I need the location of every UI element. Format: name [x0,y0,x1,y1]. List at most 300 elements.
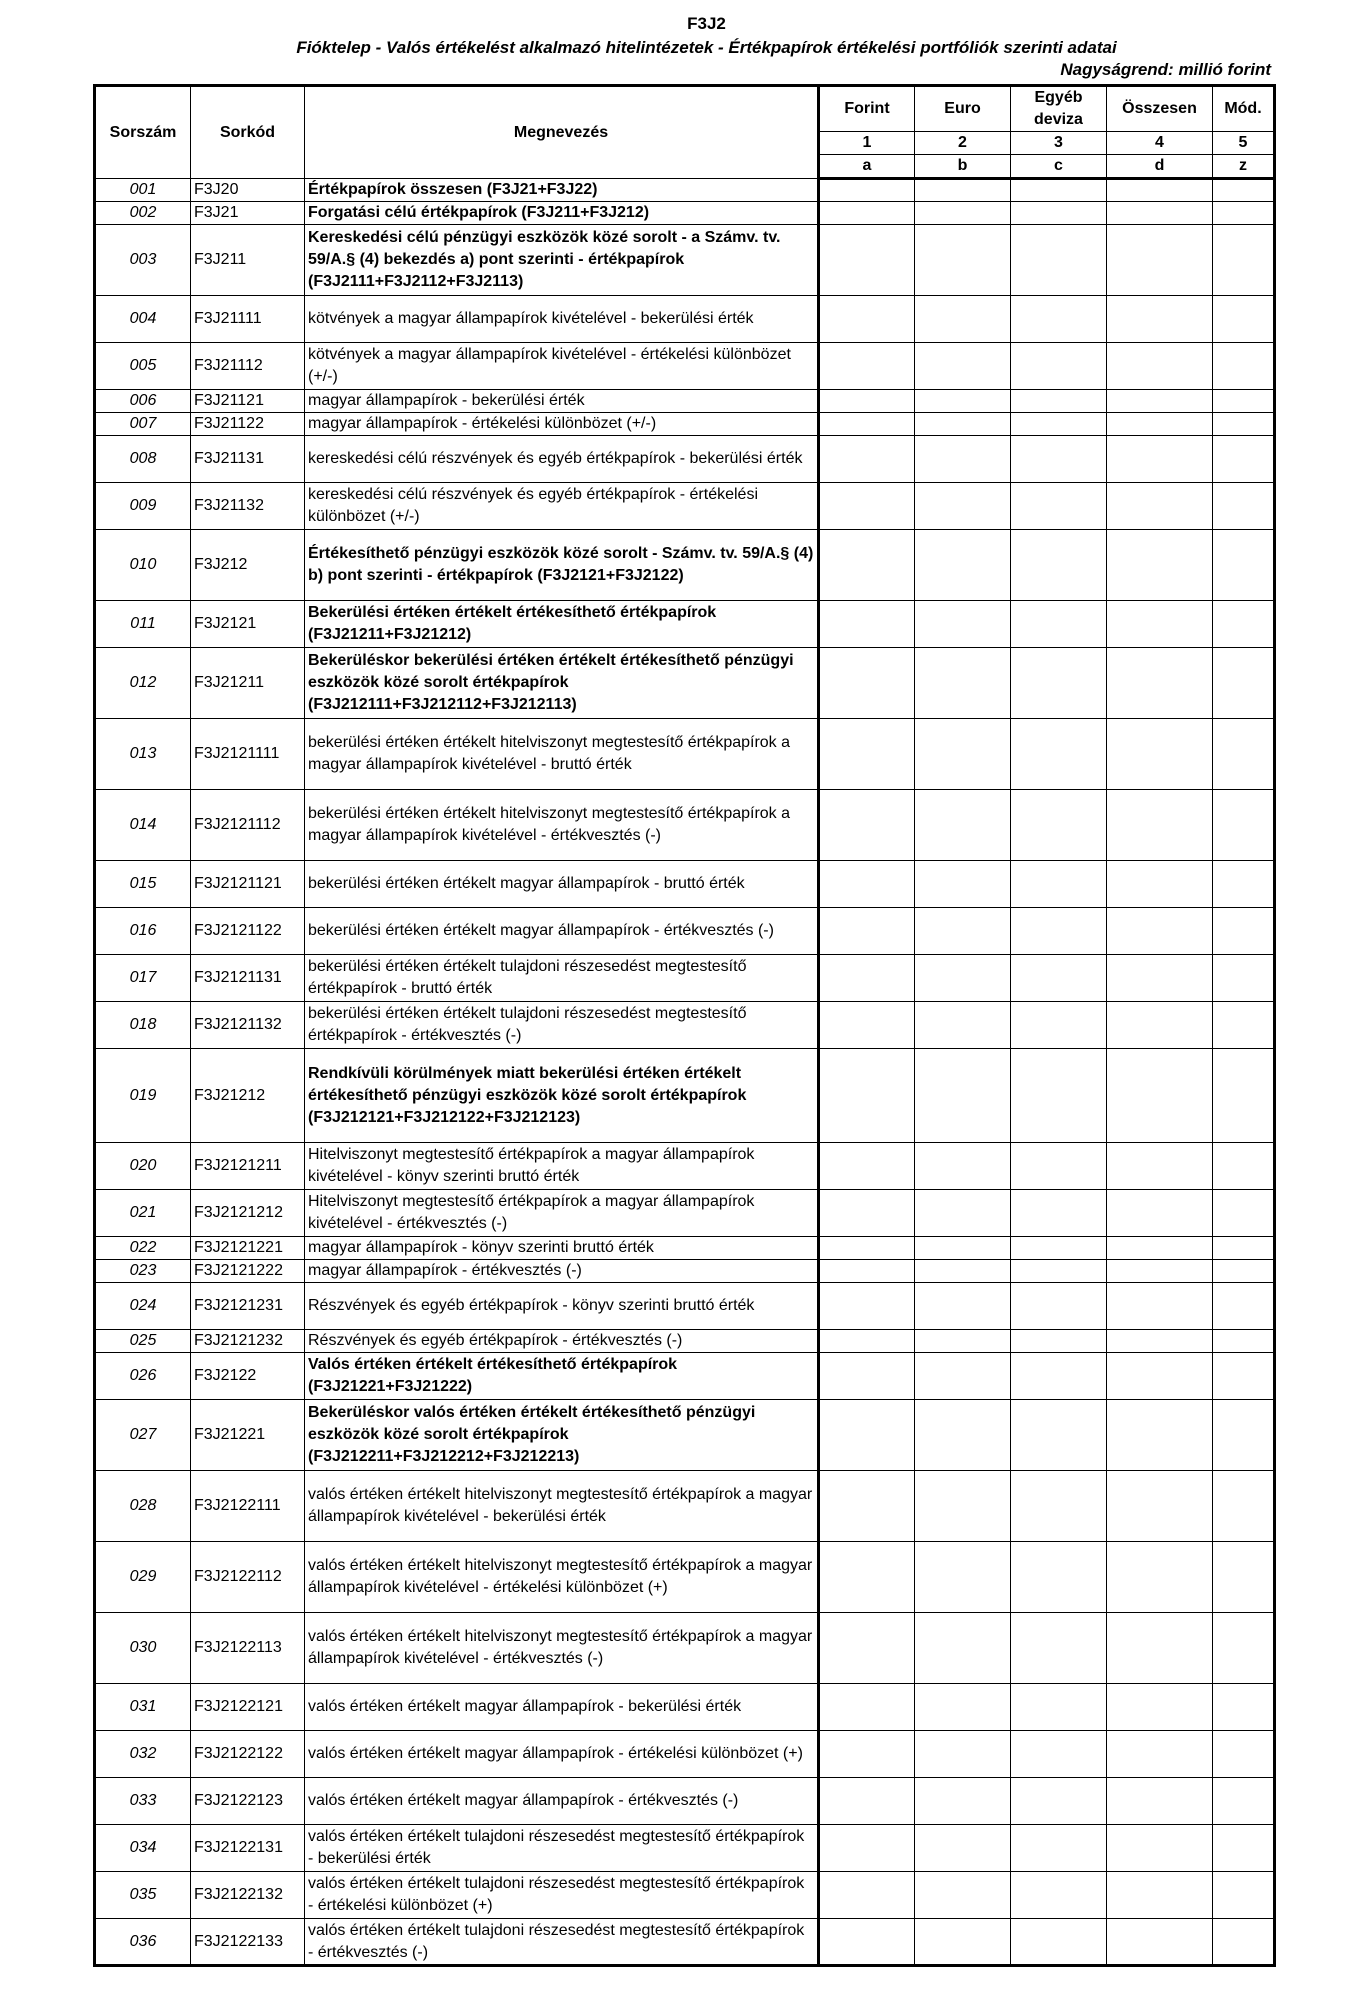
value-cell-mod[interactable] [1213,225,1275,296]
row-description: Bekerüléskor bekerülési értéken értékelt értékesíthető pénzügyi eszközök közé sorolt értékpapírok (F3J212111+F3J212112+F3J212113) [305,648,819,719]
value-cell-egyeb-deviza[interactable] [1011,1684,1107,1731]
col-letter: c [1011,155,1107,179]
value-cell-mod[interactable] [1213,1684,1275,1731]
value-cell-egyeb-deviza[interactable] [1011,1731,1107,1778]
value-cell-forint[interactable] [819,179,915,202]
row-description: valós értéken értékelt hitelviszonyt megtestesítő értékpapírok a magyar állampapírok kivételével - bekerülési érték [305,1471,819,1542]
row-number: 032 [95,1731,191,1778]
row-description: kereskedési célú részvények és egyéb értékpapírok - bekerülési érték [305,436,819,483]
value-cell-forint[interactable] [819,1049,915,1143]
value-cell-euro[interactable] [915,908,1011,955]
row-description: Értékpapírok összesen (F3J21+F3J22) [305,179,819,202]
value-cell-osszesen[interactable] [1107,413,1213,436]
value-cell-mod[interactable] [1213,1237,1275,1260]
table-row [95,648,1275,719]
table-row [95,1283,1275,1330]
value-cell-euro[interactable] [915,1400,1011,1471]
table-row [95,1684,1275,1731]
value-cell-osszesen[interactable] [1107,1330,1213,1353]
table-row [95,1919,1275,1966]
value-cell-forint[interactable] [819,719,915,790]
value-cell-osszesen[interactable] [1107,1872,1213,1919]
value-cell-forint[interactable] [819,343,915,390]
value-cell-egyeb-deviza[interactable] [1011,413,1107,436]
value-cell-forint[interactable] [819,1330,915,1353]
value-cell-euro[interactable] [915,1684,1011,1731]
row-number: 014 [95,790,191,861]
row-description: valós értéken értékelt tulajdoni részesedést megtestesítő értékpapírok - értékelési különbözet (+) [305,1872,819,1919]
col-number: 1 [819,132,915,155]
value-cell-osszesen[interactable] [1107,1400,1213,1471]
row-number: 015 [95,861,191,908]
table-row [95,908,1275,955]
value-cell-forint[interactable] [819,296,915,343]
value-cell-mod[interactable] [1213,719,1275,790]
row-description: kötvények a magyar állampapírok kivételével - bekerülési érték [305,296,819,343]
row-code: F3J2122111 [191,1471,305,1542]
value-cell-euro[interactable] [915,790,1011,861]
table-row [95,1613,1275,1684]
value-cell-euro[interactable] [915,1330,1011,1353]
table-row [95,1400,1275,1471]
row-code: F3J2121121 [191,861,305,908]
value-cell-egyeb-deviza[interactable] [1011,1919,1107,1966]
value-cell-forint[interactable] [819,1542,915,1613]
row-number: 006 [95,390,191,413]
value-cell-osszesen[interactable] [1107,202,1213,225]
row-description: kereskedési célú részvények és egyéb értékpapírok - értékelési különbözet (+/-) [305,483,819,530]
value-cell-euro[interactable] [915,1190,1011,1237]
col-number: 4 [1107,132,1213,155]
value-cell-euro[interactable] [915,179,1011,202]
value-cell-forint[interactable] [819,908,915,955]
value-cell-euro[interactable] [915,1542,1011,1613]
value-cell-mod[interactable] [1213,601,1275,648]
row-description: Bekerülési értéken értékelt értékesíthető értékpapírok (F3J21211+F3J21212) [305,601,819,648]
row-number: 004 [95,296,191,343]
row-code: F3J21132 [191,483,305,530]
value-cell-egyeb-deviza[interactable] [1011,1002,1107,1049]
value-cell-egyeb-deviza[interactable] [1011,1872,1107,1919]
value-cell-osszesen[interactable] [1107,1260,1213,1283]
value-cell-osszesen[interactable] [1107,343,1213,390]
value-cell-euro[interactable] [915,296,1011,343]
value-cell-euro[interactable] [915,436,1011,483]
row-code: F3J20 [191,179,305,202]
row-number: 002 [95,202,191,225]
row-description: bekerülési értéken értékelt tulajdoni részesedést megtestesítő értékpapírok - értékvesztés (-) [305,1002,819,1049]
value-cell-mod[interactable] [1213,1143,1275,1190]
row-code: F3J2122133 [191,1919,305,1966]
value-cell-osszesen[interactable] [1107,719,1213,790]
col-header-osszesen: Összesen [1107,86,1213,132]
value-cell-osszesen[interactable] [1107,648,1213,719]
table-row [95,483,1275,530]
value-cell-forint[interactable] [819,955,915,1002]
value-cell-osszesen[interactable] [1107,601,1213,648]
value-cell-euro[interactable] [915,1825,1011,1872]
value-cell-egyeb-deviza[interactable] [1011,1190,1107,1237]
row-number: 019 [95,1049,191,1143]
value-cell-euro[interactable] [915,390,1011,413]
row-code: F3J2121211 [191,1143,305,1190]
col-letter: z [1213,155,1275,179]
value-cell-osszesen[interactable] [1107,861,1213,908]
value-cell-mod[interactable] [1213,296,1275,343]
value-cell-forint[interactable] [819,1237,915,1260]
row-number: 033 [95,1778,191,1825]
table-row [95,1330,1275,1353]
value-cell-osszesen[interactable] [1107,1731,1213,1778]
row-code: F3J21131 [191,436,305,483]
value-cell-mod[interactable] [1213,390,1275,413]
row-number: 018 [95,1002,191,1049]
value-cell-mod[interactable] [1213,1471,1275,1542]
value-cell-euro[interactable] [915,530,1011,601]
value-cell-osszesen[interactable] [1107,1542,1213,1613]
row-description: magyar állampapírok - értékelési különbözet (+/-) [305,413,819,436]
value-cell-osszesen[interactable] [1107,1684,1213,1731]
value-cell-osszesen[interactable] [1107,955,1213,1002]
value-cell-egyeb-deviza[interactable] [1011,1237,1107,1260]
col-header-sorkod: Sorkód [191,86,305,179]
value-cell-euro[interactable] [915,413,1011,436]
row-description: valós értéken értékelt tulajdoni részesedést megtestesítő értékpapírok - bekerülési érték [305,1825,819,1872]
value-cell-mod[interactable] [1213,483,1275,530]
table-row [95,413,1275,436]
value-cell-forint[interactable] [819,1353,915,1400]
report-table [93,84,1276,1967]
value-cell-forint[interactable] [819,1260,915,1283]
value-cell-osszesen[interactable] [1107,1825,1213,1872]
value-cell-mod[interactable] [1213,1872,1275,1919]
row-number: 027 [95,1400,191,1471]
value-cell-osszesen[interactable] [1107,1353,1213,1400]
value-cell-osszesen[interactable] [1107,225,1213,296]
row-description: valós értéken értékelt magyar állampapírok - értékelési különbözet (+) [305,1731,819,1778]
value-cell-mod[interactable] [1213,343,1275,390]
row-code: F3J2121 [191,601,305,648]
col-header-egyeb-deviza: Egyéb deviza [1011,86,1107,132]
row-code: F3J21111 [191,296,305,343]
value-cell-osszesen[interactable] [1107,530,1213,601]
value-cell-euro[interactable] [915,1002,1011,1049]
row-description: valós értéken értékelt tulajdoni részesedést megtestesítő értékpapírok - értékvesztés (-) [305,1919,819,1966]
value-cell-euro[interactable] [915,1143,1011,1190]
col-header-euro: Euro [915,86,1011,132]
row-number: 010 [95,530,191,601]
value-cell-forint[interactable] [819,790,915,861]
value-cell-osszesen[interactable] [1107,1237,1213,1260]
table-row [95,861,1275,908]
value-cell-mod[interactable] [1213,1283,1275,1330]
value-cell-egyeb-deviza[interactable] [1011,1330,1107,1353]
row-code: F3J2121212 [191,1190,305,1237]
row-code: F3J211 [191,225,305,296]
row-description: Kereskedési célú pénzügyi eszközök közé sorolt - a Számv. tv. 59/A.§ (4) bekezdés a) pont szerinti - értékpapírok (F3J2111+F3J2112+F3J2113) [305,225,819,296]
value-cell-mod[interactable] [1213,1731,1275,1778]
row-description: Értékesíthető pénzügyi eszközök közé sorolt - Számv. tv. 59/A.§ (4) b) pont szerinti - értékpapírok (F3J2121+F3J2122) [305,530,819,601]
value-cell-euro[interactable] [915,202,1011,225]
value-cell-forint[interactable] [819,1400,915,1471]
value-cell-osszesen[interactable] [1107,436,1213,483]
row-number: 030 [95,1613,191,1684]
value-cell-forint[interactable] [819,1872,915,1919]
value-cell-osszesen[interactable] [1107,390,1213,413]
value-cell-egyeb-deviza[interactable] [1011,1471,1107,1542]
value-cell-osszesen[interactable] [1107,790,1213,861]
row-number: 012 [95,648,191,719]
row-description: kötvények a magyar állampapírok kivételével - értékelési különbözet (+/-) [305,343,819,390]
row-description: Valós értéken értékelt értékesíthető értékpapírok (F3J21221+F3J21222) [305,1353,819,1400]
value-cell-osszesen[interactable] [1107,179,1213,202]
table-row [95,1731,1275,1778]
value-cell-egyeb-deviza[interactable] [1011,1143,1107,1190]
table-row [95,296,1275,343]
col-number: 2 [915,132,1011,155]
value-cell-osszesen[interactable] [1107,1283,1213,1330]
value-cell-mod[interactable] [1213,179,1275,202]
value-cell-euro[interactable] [915,1872,1011,1919]
value-cell-forint[interactable] [819,1778,915,1825]
value-cell-osszesen[interactable] [1107,1613,1213,1684]
value-cell-forint[interactable] [819,1731,915,1778]
value-cell-egyeb-deviza[interactable] [1011,179,1107,202]
value-cell-euro[interactable] [915,1049,1011,1143]
table-row [95,179,1275,202]
value-cell-mod[interactable] [1213,202,1275,225]
row-description: Hitelviszonyt megtestesítő értékpapírok a magyar állampapírok kivételével - könyv szerinti bruttó érték [305,1143,819,1190]
row-code: F3J2121111 [191,719,305,790]
row-number: 024 [95,1283,191,1330]
row-description: Forgatási célú értékpapírok (F3J211+F3J212) [305,202,819,225]
value-cell-euro[interactable] [915,343,1011,390]
table-row [95,202,1275,225]
value-cell-egyeb-deviza[interactable] [1011,1778,1107,1825]
form-title: Fióktelep - Valós értékelést alkalmazó hitelintézetek - Értékpapírok értékelési portfóliók szerinti adatai [296,38,1117,57]
value-cell-euro[interactable] [915,1260,1011,1283]
value-cell-forint[interactable] [819,1143,915,1190]
value-cell-egyeb-deviza[interactable] [1011,1353,1107,1400]
value-cell-osszesen[interactable] [1107,1190,1213,1237]
row-code: F3J2121122 [191,908,305,955]
row-number: 020 [95,1143,191,1190]
row-description: valós értéken értékelt hitelviszonyt megtestesítő értékpapírok a magyar állampapírok kivételével - értékvesztés (-) [305,1613,819,1684]
table-row [95,225,1275,296]
row-number: 029 [95,1542,191,1613]
value-cell-mod[interactable] [1213,955,1275,1002]
value-cell-euro[interactable] [915,955,1011,1002]
row-number: 023 [95,1260,191,1283]
row-description: valós értéken értékelt magyar állampapírok - bekerülési érték [305,1684,819,1731]
table-row [95,719,1275,790]
value-cell-forint[interactable] [819,1190,915,1237]
col-letter: a [819,155,915,179]
value-cell-egyeb-deviza[interactable] [1011,908,1107,955]
value-cell-egyeb-deviza[interactable] [1011,648,1107,719]
value-cell-forint[interactable] [819,413,915,436]
value-cell-osszesen[interactable] [1107,1143,1213,1190]
value-cell-forint[interactable] [819,390,915,413]
row-description: bekerülési értéken értékelt tulajdoni részesedést megtestesítő értékpapírok - bruttó érték [305,955,819,1002]
value-cell-egyeb-deviza[interactable] [1011,1283,1107,1330]
value-cell-euro[interactable] [915,1613,1011,1684]
value-cell-mod[interactable] [1213,1353,1275,1400]
row-number: 025 [95,1330,191,1353]
col-number: 5 [1213,132,1275,155]
row-number: 035 [95,1872,191,1919]
value-cell-egyeb-deviza[interactable] [1011,955,1107,1002]
value-cell-mod[interactable] [1213,861,1275,908]
value-cell-egyeb-deviza[interactable] [1011,225,1107,296]
row-code: F3J21112 [191,343,305,390]
value-cell-mod[interactable] [1213,1400,1275,1471]
value-cell-egyeb-deviza[interactable] [1011,202,1107,225]
value-cell-mod[interactable] [1213,908,1275,955]
value-cell-forint[interactable] [819,1825,915,1872]
value-cell-euro[interactable] [915,648,1011,719]
row-code: F3J212 [191,530,305,601]
value-cell-mod[interactable] [1213,790,1275,861]
row-description: magyar állampapírok - értékvesztés (-) [305,1260,819,1283]
value-cell-euro[interactable] [915,1353,1011,1400]
value-cell-euro[interactable] [915,1919,1011,1966]
value-cell-forint[interactable] [819,1919,915,1966]
value-cell-osszesen[interactable] [1107,1471,1213,1542]
col-header-forint: Forint [819,86,915,132]
value-cell-euro[interactable] [915,1778,1011,1825]
row-description: magyar állampapírok - könyv szerinti bruttó érték [305,1237,819,1260]
value-cell-forint[interactable] [819,1283,915,1330]
value-cell-forint[interactable] [819,202,915,225]
value-cell-mod[interactable] [1213,436,1275,483]
value-cell-osszesen[interactable] [1107,1919,1213,1966]
table-row [95,601,1275,648]
row-description: bekerülési értéken értékelt hitelviszonyt megtestesítő értékpapírok a magyar állampapírok kivételével - bruttó érték [305,719,819,790]
value-cell-egyeb-deviza[interactable] [1011,719,1107,790]
value-cell-forint[interactable] [819,436,915,483]
value-cell-egyeb-deviza[interactable] [1011,1825,1107,1872]
value-cell-egyeb-deviza[interactable] [1011,483,1107,530]
value-cell-forint[interactable] [819,1002,915,1049]
value-cell-mod[interactable] [1213,1190,1275,1237]
value-cell-osszesen[interactable] [1107,296,1213,343]
value-cell-osszesen[interactable] [1107,1778,1213,1825]
row-number: 013 [95,719,191,790]
row-number: 001 [95,179,191,202]
value-cell-egyeb-deviza[interactable] [1011,436,1107,483]
value-cell-euro[interactable] [915,1471,1011,1542]
value-cell-mod[interactable] [1213,1825,1275,1872]
value-cell-osszesen[interactable] [1107,483,1213,530]
value-cell-egyeb-deviza[interactable] [1011,1260,1107,1283]
value-cell-forint[interactable] [819,648,915,719]
value-cell-osszesen[interactable] [1107,1002,1213,1049]
value-cell-mod[interactable] [1213,1260,1275,1283]
row-number: 008 [95,436,191,483]
value-cell-euro[interactable] [915,1283,1011,1330]
table-row [95,343,1275,390]
table-row [95,1778,1275,1825]
value-cell-forint[interactable] [819,1471,915,1542]
col-letter: b [915,155,1011,179]
row-code: F3J21122 [191,413,305,436]
value-cell-egyeb-deviza[interactable] [1011,296,1107,343]
row-number: 031 [95,1684,191,1731]
value-cell-mod[interactable] [1213,1542,1275,1613]
value-cell-egyeb-deviza[interactable] [1011,1542,1107,1613]
form-code: F3J2 [687,14,726,33]
value-cell-forint[interactable] [819,225,915,296]
row-number: 005 [95,343,191,390]
row-description: Részvények és egyéb értékpapírok - értékvesztés (-) [305,1330,819,1353]
value-cell-egyeb-deviza[interactable] [1011,1613,1107,1684]
row-description: bekerülési értéken értékelt hitelviszonyt megtestesítő értékpapírok a magyar állampapírok kivételével - értékvesztés (-) [305,790,819,861]
value-cell-mod[interactable] [1213,1613,1275,1684]
value-cell-mod[interactable] [1213,1049,1275,1143]
value-cell-forint[interactable] [819,483,915,530]
value-cell-mod[interactable] [1213,1002,1275,1049]
row-number: 017 [95,955,191,1002]
row-code: F3J2122131 [191,1825,305,1872]
value-cell-forint[interactable] [819,1684,915,1731]
value-cell-euro[interactable] [915,601,1011,648]
value-cell-euro[interactable] [915,483,1011,530]
row-number: 009 [95,483,191,530]
value-cell-egyeb-deviza[interactable] [1011,1049,1107,1143]
value-cell-egyeb-deviza[interactable] [1011,790,1107,861]
value-cell-forint[interactable] [819,530,915,601]
value-cell-egyeb-deviza[interactable] [1011,343,1107,390]
value-cell-mod[interactable] [1213,1330,1275,1353]
row-number: 026 [95,1353,191,1400]
row-code: F3J21221 [191,1400,305,1471]
value-cell-forint[interactable] [819,861,915,908]
value-cell-egyeb-deviza[interactable] [1011,530,1107,601]
value-cell-euro[interactable] [915,1731,1011,1778]
value-cell-mod[interactable] [1213,413,1275,436]
table-row [95,955,1275,1002]
table-body [95,179,1275,1966]
row-description: Rendkívüli körülmények miatt bekerülési értéken értékelt értékesíthető pénzügyi eszközök közé sorolt értékpapírok (F3J212121+F3J212122+F3J212123) [305,1049,819,1143]
value-cell-egyeb-deviza[interactable] [1011,601,1107,648]
value-cell-osszesen[interactable] [1107,1049,1213,1143]
row-description: magyar állampapírok - bekerülési érték [305,390,819,413]
table-row [95,1049,1275,1143]
value-cell-egyeb-deviza[interactable] [1011,390,1107,413]
value-cell-euro[interactable] [915,719,1011,790]
value-cell-mod[interactable] [1213,1778,1275,1825]
value-cell-osszesen[interactable] [1107,908,1213,955]
col-header-sorszam: Sorszám [95,86,191,179]
row-code: F3J2121232 [191,1330,305,1353]
value-cell-mod[interactable] [1213,1919,1275,1966]
value-cell-euro[interactable] [915,225,1011,296]
value-cell-mod[interactable] [1213,648,1275,719]
value-cell-forint[interactable] [819,601,915,648]
table-row [95,1190,1275,1237]
value-cell-egyeb-deviza[interactable] [1011,861,1107,908]
row-description: Bekerüléskor valós értéken értékelt értékesíthető pénzügyi eszközök közé sorolt értékpapírok (F3J212211+F3J212212+F3J212213) [305,1400,819,1471]
value-cell-egyeb-deviza[interactable] [1011,1400,1107,1471]
row-number: 036 [95,1919,191,1966]
value-cell-euro[interactable] [915,1237,1011,1260]
table-row [95,436,1275,483]
value-cell-euro[interactable] [915,861,1011,908]
row-code: F3J2122123 [191,1778,305,1825]
value-cell-mod[interactable] [1213,530,1275,601]
value-cell-forint[interactable] [819,1613,915,1684]
